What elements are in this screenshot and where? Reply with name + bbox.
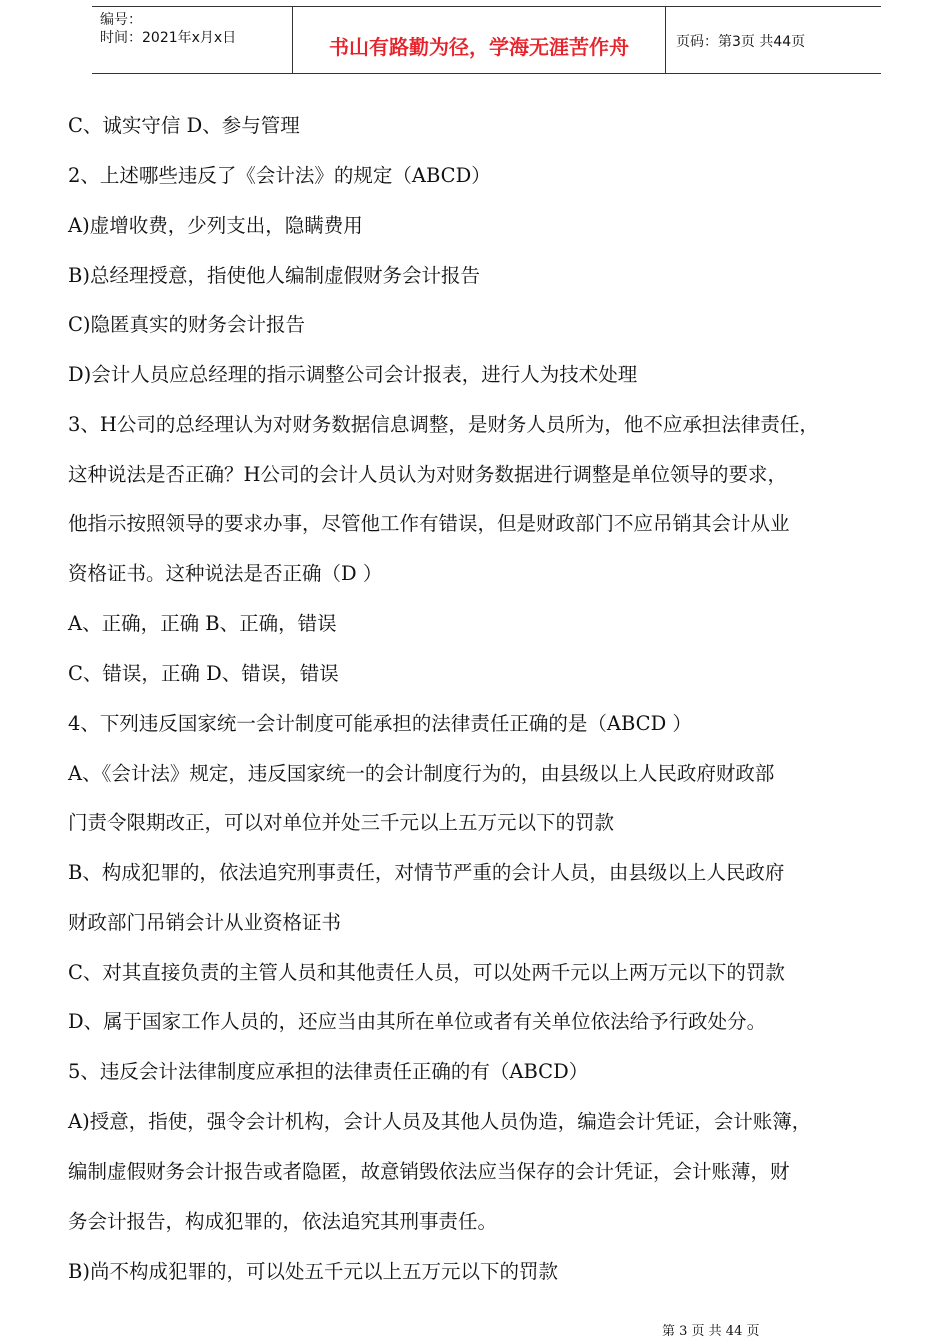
body-line: A、正确，正确 B、正确，错误 — [68, 612, 337, 635]
body-line: 资格证书。这种说法是否正确（D ） — [68, 562, 383, 585]
page-header — [92, 6, 881, 74]
body-line: 财政部门吊销会计从业资格证书 — [68, 911, 342, 934]
body-line: 他指示按照领导的要求办事，尽管他工作有错误，但是财政部门不应吊销其会计从业 — [68, 512, 790, 535]
body-line: D、属于国家工作人员的，还应当由其所在单位或者有关单位依法给予行政处分。 — [68, 1010, 767, 1033]
header-meta-cell — [92, 7, 293, 73]
body-line: A)授意，指使，强令会计机构，会计人员及其他人员伪造，编造会计凭证，会计账簿， — [68, 1110, 812, 1133]
body-line: B)尚不构成犯罪的，可以处五千元以上五万元以下的罚款 — [68, 1260, 558, 1283]
body-line: 2、上述哪些违反了《会计法》的规定（ABCD） — [68, 164, 491, 187]
body-line: C)隐匿真实的财务会计报告 — [68, 313, 306, 336]
header-motto-cell — [293, 7, 666, 73]
header-motto: 书山有路勤为径，学海无涯苦作舟 — [329, 35, 629, 59]
doc-time-label: 时间：2021年x月x日 — [100, 30, 237, 46]
doc-number-label: 编号： — [100, 12, 142, 28]
body-line: B、构成犯罪的，依法追究刑事责任，对情节严重的会计人员，由县级以上人民政府 — [68, 861, 785, 884]
body-line: A)虚增收费，少列支出，隐瞒费用 — [68, 214, 363, 237]
body-line: 编制虚假财务会计报告或者隐匿，故意销毁依法应当保存的会计凭证，会计账薄，财 — [68, 1160, 790, 1183]
page-footer: 第 3 页 共 44 页 — [662, 1324, 760, 1339]
body-line: 4、下列违反国家统一会计制度可能承担的法律责任正确的是（ABCD ） — [68, 712, 692, 735]
header-page-cell — [666, 7, 881, 73]
header-page-label: 页码：第3页 共44页 — [676, 34, 806, 50]
body-line: 3、H公司的总经理认为对财务数据信息调整，是财务人员所为，他不应承担法律责任， — [68, 413, 819, 436]
body-line: B)总经理授意，指使他人编制虚假财务会计报告 — [68, 264, 480, 287]
body-line: 务会计报告，构成犯罪的，依法追究其刑事责任。 — [68, 1210, 498, 1233]
body-line: C、诚实守信 D、参与管理 — [68, 114, 300, 137]
body-line: 门责令限期改正，可以对单位并处三千元以上五万元以下的罚款 — [68, 811, 615, 834]
body-line: D)会计人员应总经理的指示调整公司会计报表，进行人为技术处理 — [68, 363, 638, 386]
body-line: 5、违反会计法律制度应承担的法律责任正确的有（ABCD） — [68, 1060, 589, 1083]
body-line: C、错误，正确 D、错误，错误 — [68, 662, 339, 685]
body-line: A、《会计法》规定，违反国家统一的会计制度行为的，由县级以上人民政府财政部 — [68, 762, 775, 785]
body-line: C、对其直接负责的主管人员和其他责任人员，可以处两千元以上两万元以下的罚款 — [68, 961, 785, 984]
body-line: 这种说法是否正确？H公司的会计人员认为对财务数据进行调整是单位领导的要求， — [68, 463, 788, 486]
